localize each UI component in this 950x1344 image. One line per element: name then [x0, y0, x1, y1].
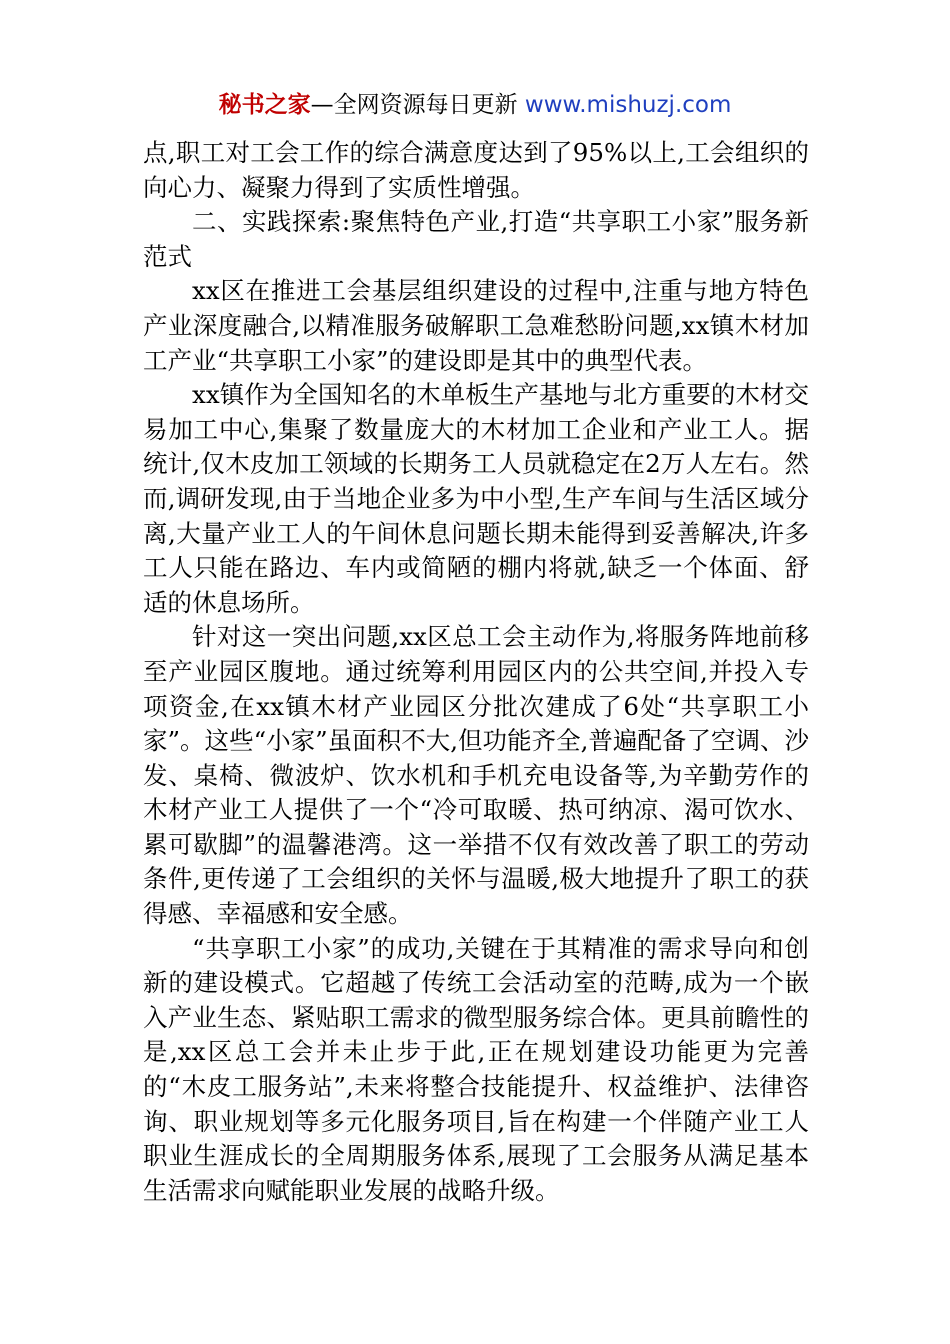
paragraph: “共享职工小家”的成功,关键在于其精准的需求导向和创新的建设模式。它超越了传统工会活动室的范畴,成为一个嵌入产业生态、紧贴职工需求的微型服务综合体。更具前瞻性的是,xx区总工会并未止步于此,正在规划建设功能更为完善的“木皮工服务站”,未来将整合技能提升、权益维护、法律咨询、职业规划等多元化服务项目,旨在构建一个伴随产业工人职业生涯成长的全周期服务体系,展现了工会服务从满足基本生活需求向赋能职业发展的战略升级。	[143, 933, 809, 1205]
paragraph: 针对这一突出问题,xx区总工会主动作为,将服务阵地前移至产业园区腹地。通过统筹利用园区内的公共空间,并投入专项资金,在xx镇木材产业园区分批次建成了6处“共享职工小家”。这些“小家”虽面积不大,但功能齐全,普遍配备了空调、沙发、桌椅、微波炉、饮水机和手机充电设备等,为辛勤劳作的木材产业工人提供了一个“冷可取暖、热可纳凉、渴可饮水、累可歇脚”的温馨港湾。这一举措不仅有效改善了职工的劳动条件,更传递了工会组织的关怀与温暖,极大地提升了职工的获得感、幸福感和安全感。	[143, 622, 809, 929]
site-url-link[interactable]: www.mishuzj.com	[524, 92, 732, 118]
site-tagline: —全网资源每日更新	[310, 92, 525, 118]
paragraph: xx镇作为全国知名的木单板生产基地与北方重要的木材交易加工中心,集聚了数量庞大的木材加工企业和产业工人。据统计,仅木皮加工领域的长期务工人员就稳定在2万人左右。然而,调研发现,由于当地企业多为中小型,生产车间与生活区域分离,大量产业工人的午间休息问题长期未能得到妥善解决,许多工人只能在路边、车内或简陋的棚内将就,缺乏一个体面、舒适的休息场所。	[143, 380, 809, 617]
site-brand: 秘书之家	[218, 92, 311, 118]
section-heading: 二、实践探索:聚焦特色产业,打造“共享职工小家”服务新范式	[143, 207, 809, 271]
document-body	[143, 136, 809, 1208]
page-header	[0, 88, 950, 122]
paragraph: xx区在推进工会基层组织建设的过程中,注重与地方特色产业深度融合,以精准服务破解职工急难愁盼问题,xx镇木材加工产业“共享职工小家”的建设即是其中的典型代表。	[143, 276, 809, 375]
paragraph-continuation: 点,职工对工会工作的综合满意度达到了95%以上,工会组织的向心力、凝聚力得到了实质性增强。	[143, 138, 809, 202]
